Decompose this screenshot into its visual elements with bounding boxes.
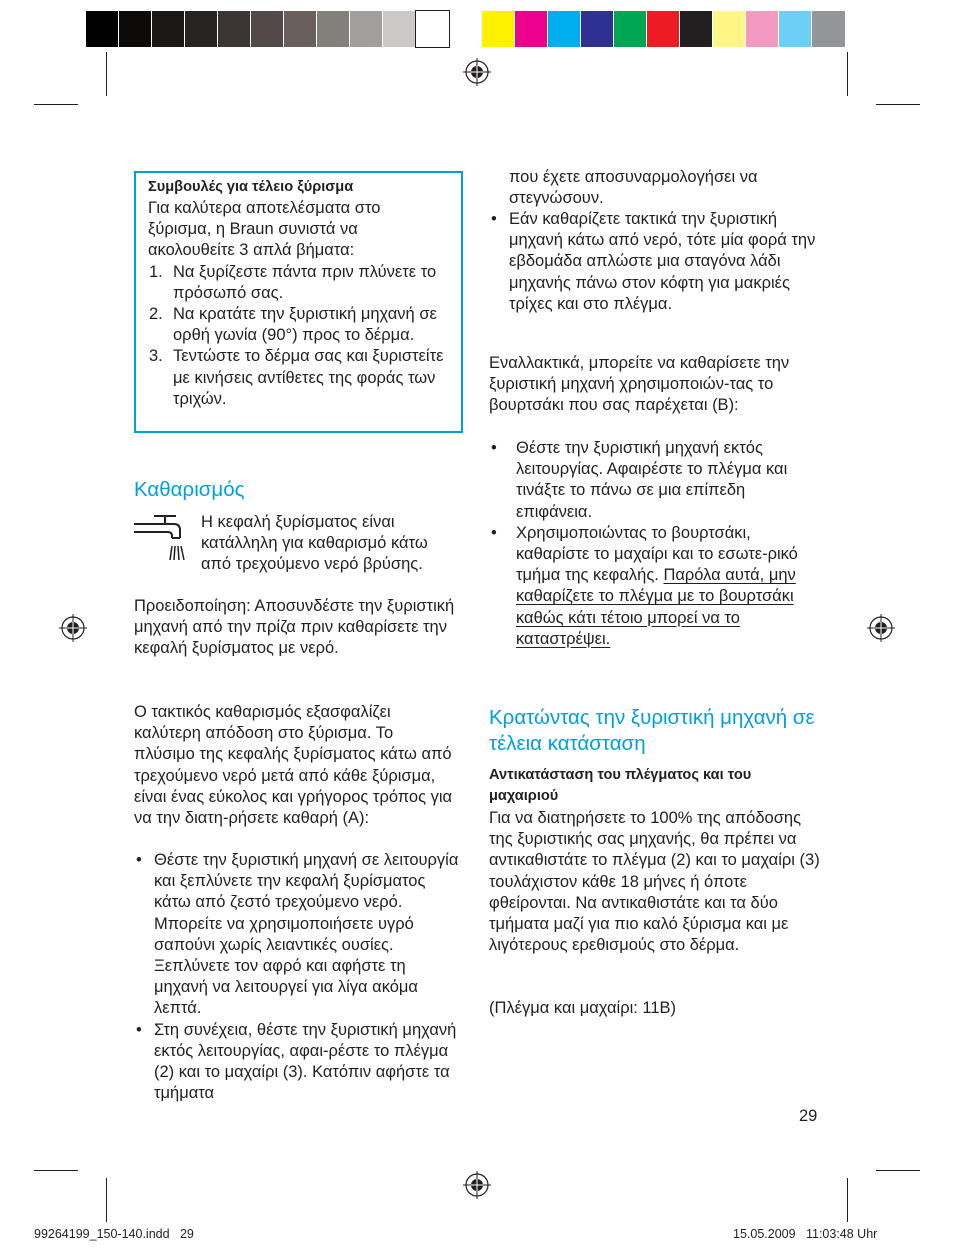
color-swatch (581, 11, 614, 47)
oil-bullet (489, 209, 824, 315)
tips-steps (136, 262, 463, 410)
water-tap-icon (134, 512, 190, 568)
list-item: • Θέστε την ξυριστική μηχανή εκτός λειτουργίας. Αφαιρέστε το πλέγμα και τινάξτε το πάνω σε μια επίπεδη επιφάνεια. (489, 438, 824, 523)
regular-cleaning-text: Ο τακτικός καθαρισμός εξασφαλίζει καλύτερη απόδοση στο ξύρισμα. Το πλύσιμο της κεφαλής ξυρίσματος κάτω από τρεχούμενο νερό μετά από κάθε ξύρισμα, είναι ένας εύκολος και γρήγορος τρόπος για να την διατη-ρήσετε καθαρή (A): (134, 703, 453, 828)
tips-intro: Για καλύτερα αποτελέσματα στο ξύρισμα, η Braun συνιστά να ακολουθείτε 3 απλά βήματα: (148, 199, 381, 260)
color-swatch (614, 11, 647, 47)
color-swatch (383, 11, 416, 47)
color-swatch (680, 11, 713, 47)
registration-mark-icon (867, 614, 895, 642)
color-swatch (152, 11, 185, 47)
color-swatch (548, 11, 581, 47)
condition-subheading: Αντικατάσταση του πλέγματος και του μαχαιριού (489, 767, 752, 804)
color-swatch (284, 11, 317, 47)
warning-text: Προειδοποίηση: Αποσυνδέστε την ξυριστική μηχανή από την πρίζα πριν καθαρίσετε την κεφαλή ξυρίσματος με νερό. (134, 597, 455, 658)
condition-heading: Κρατώντας την ξυριστική μηχανή σε τέλεια κατάσταση (489, 706, 815, 755)
color-swatch (218, 11, 251, 47)
color-swatch (416, 11, 449, 47)
list-item: • Θέστε την ξυριστική μηχανή σε λειτουργία και ξεπλύνετε την κεφαλή ξυρίσματος κάτω από ζεστό τρεχούμενο νερό. Μπορείτε να χρησιμοποιήσετε υγρό σαπούνι χωρίς λειαντικές ουσίες. Ξεπλύνετε τον αφρό και αφήστε τη μηχανή να λειτουργεί για λίγα ακόμα λεπτά. (134, 850, 462, 1020)
brush-text: Χρησιμοποιώντας το βουρτσάκι, καθαρίστε το μαχαίρι και το εσωτε-ρικό τμήμα της κεφαλής. (516, 523, 798, 585)
registration-mark-icon (463, 58, 491, 86)
crop-mark (876, 1170, 920, 1171)
list-item: • Στη συνέχεια, θέστε την ξυριστική μηχανή εκτός λειτουργίας, αφαι-ρέστε το πλέγμα (2) και το μαχαίρι (3). Κατόπιν αφήστε τα τμήματα (134, 1020, 462, 1105)
color-swatch (350, 11, 383, 47)
tips-title: Συμβουλές για τέλειο ξύρισμα (148, 179, 354, 195)
color-swatch (746, 11, 779, 47)
registration-mark-icon (59, 614, 87, 642)
color-swatch (119, 11, 152, 47)
color-swatch (779, 11, 812, 47)
crop-mark (876, 104, 920, 105)
color-swatch (812, 11, 845, 47)
page-number: 29 (799, 1107, 818, 1125)
color-swatch (86, 11, 119, 47)
alternative-text: Εναλλακτικά, μπορείτε να καθαρίσετε την ξυριστική μηχανή χρησιμοποιών-τας το βουρτσάκι που σας παρέχεται (B): (489, 354, 790, 415)
tips-step: 3. Τεντώστε το δέρμα σας και ξυριστείτε με κινήσεις αντίθετες της φοράς των τριχών. (149, 347, 444, 408)
bullet-continuation: που έχετε αποσυναρμολογήσει να στεγνώσουν. (509, 168, 758, 208)
crop-mark (106, 1178, 107, 1222)
gray-calibration-bar (86, 11, 449, 47)
registration-mark-icon (463, 1171, 491, 1199)
cleaning-bullets (134, 850, 462, 1104)
color-calibration-bar (482, 11, 845, 47)
tips-step: 2. Να κρατάτε την ξυριστική μηχανή σε ορθή γωνία (90°) προς το δέρμα. (149, 305, 437, 345)
footer-timestamp: 15.05.2009 11:03:48 Uhr (733, 1227, 878, 1241)
crop-mark (34, 104, 78, 105)
color-swatch (515, 11, 548, 47)
tap-text: Η κεφαλή ξυρίσματος είναι κατάλληλη για καθαρισμό κάτω από τρεχούμενο νερό βρύσης. (201, 513, 428, 574)
footer-filename: 99264199_150-140.indd 29 (34, 1227, 194, 1241)
tips-step: 1. Να ξυρίζεστε πάντα πριν πλύνετε το πρόσωπό σας. (149, 262, 437, 302)
list-item: • Εάν καθαρίζετε τακτικά την ξυριστική μηχανή κάτω από νερό, τότε μία φορά την εβδομάδα απλώστε μια σταγόνα λάδι μηχανής πάνω στον κόφτη για μακριές τρίχες και στο πλέγμα. (489, 209, 824, 315)
cleaning-heading: Καθαρισμός (134, 478, 245, 501)
crop-mark (847, 52, 848, 96)
color-swatch (185, 11, 218, 47)
color-swatch (647, 11, 680, 47)
color-swatch (482, 11, 515, 47)
list-item (489, 523, 824, 650)
color-swatch (251, 11, 284, 47)
crop-mark (106, 52, 107, 96)
color-swatch (713, 11, 746, 47)
tips-box (134, 171, 463, 433)
crop-mark (34, 1170, 78, 1171)
brush-warning-underlined: Παρόλα αυτά, μην καθαρίζετε το πλέγμα με το βουρτσάκι καθώς κάτι τέτοιο μπορεί να το καταστρέψει. (516, 566, 796, 648)
brush-bullets (489, 438, 824, 650)
crop-mark (847, 1178, 848, 1222)
parts-reference: (Πλέγμα και μαχαίρι: 11B) (489, 999, 677, 1017)
condition-text: Για να διατηρήσετε το 100% της απόδοσης της ξυριστικής σας μηχανής, θα πρέπει να αντικαθιστάτε το πλέγμα (2) και το μαχαίρι (3) τουλάχιστον κάθε 18 μήνες ή όποτε φθείρονται. Να αντικαθιστάτε και τα δύο τμήματα μαζί για πιο καλό ξύρισμα και με λιγότερους ερεθισμούς στο δέρμα. (489, 809, 820, 955)
color-swatch (317, 11, 350, 47)
